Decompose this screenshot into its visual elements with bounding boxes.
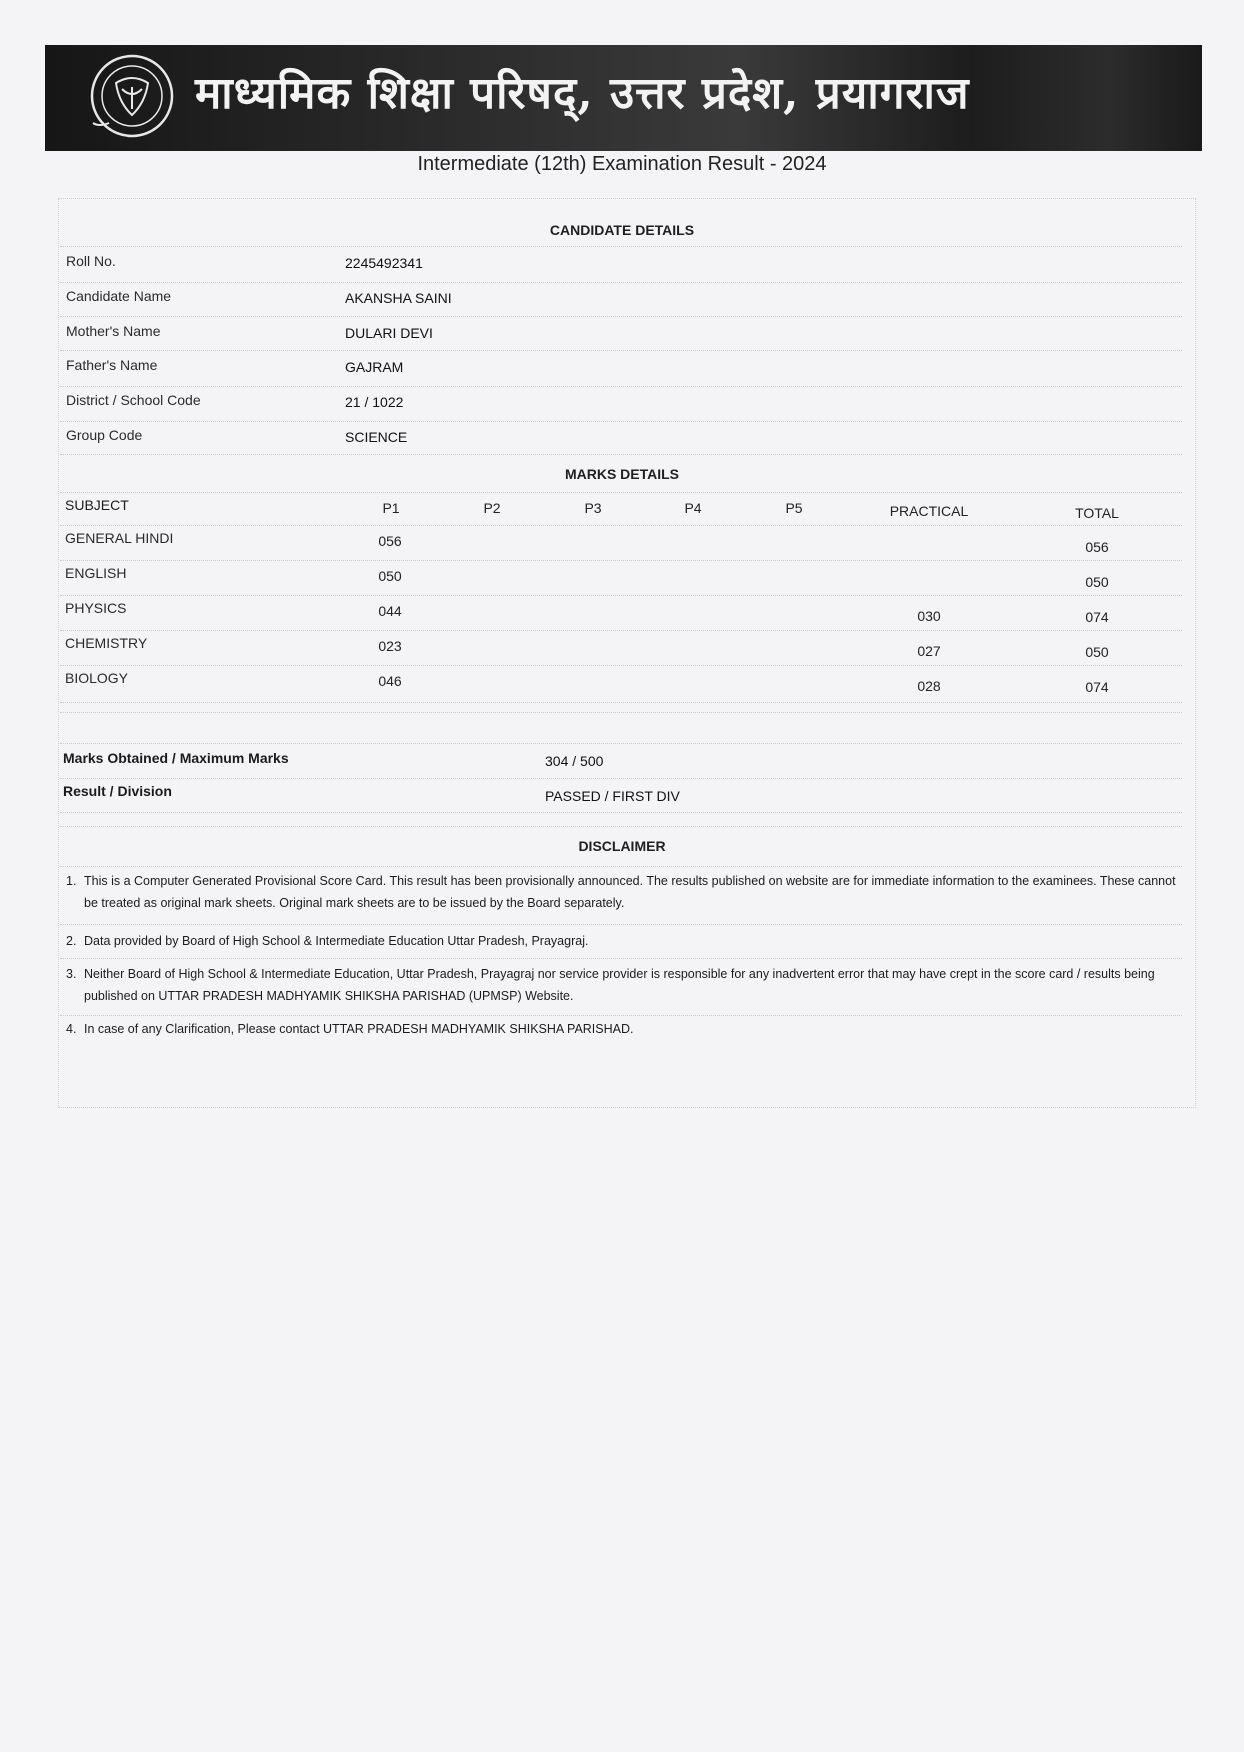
table-cell-p1: 044 [378,603,402,619]
table-cell-practical: 030 [917,608,941,624]
table-cell-total: 050 [1085,644,1109,660]
table-cell-p1: 050 [378,568,402,584]
table-row-subject: CHEMISTRY [65,635,148,651]
row-divider [60,812,1182,813]
row-divider [60,665,1182,666]
column-header-practical: PRACTICAL [889,503,969,519]
table-cell-total: 056 [1085,539,1109,555]
table-cell-p1: 023 [378,638,402,654]
table-cell-practical: 027 [917,643,941,659]
disclaimer-text: This is a Computer Generated Provisional Score Card. This result has been provisionally announced. The results published on website are for immediate information to the examinees. These cannot be treated as original mark sheets. Original mark sheets are to be issued by the Board separately. [84,874,1176,910]
row-divider [60,924,1182,925]
candidate-details-heading: CANDIDATE DETAILS [549,222,695,238]
roll-no-label: Roll No. [66,253,116,269]
disclaimer-item-2 [66,930,1178,954]
district-school-code-value: 21 / 1022 [345,394,404,410]
marks-details-heading: MARKS DETAILS [564,466,680,482]
table-row-subject: ENGLISH [65,565,127,581]
row-divider [60,630,1182,631]
column-header-total: TOTAL [1075,505,1119,521]
row-divider [60,282,1182,283]
table-cell-total: 074 [1085,609,1109,625]
disclaimer-item-1 [66,870,1178,920]
table-row-subject: PHYSICS [65,600,127,616]
column-header-p2: P2 [483,500,501,516]
column-header-p1: P1 [382,500,400,516]
column-header-p4: P4 [684,500,702,516]
row-divider [60,246,1182,247]
father-name-value: GAJRAM [345,359,404,375]
father-name-label: Father's Name [66,357,158,373]
row-divider [60,316,1182,317]
disclaimer-number: 1. [66,874,77,888]
disclaimer-text: Neither Board of High School & Intermediate Education, Uttar Pradesh, Prayagraj nor service provider is responsible for any inadvertent error that may have crept in the score card / results being published on UTTAR PRADESH MADHYAMIK SHIKSHA PARISHAD (UPMSP) Website. [84,967,1155,1003]
row-divider [60,778,1182,779]
exam-title: Intermediate (12th) Examination Result - 2024 [417,153,827,175]
candidate-name-value: AKANSHA SAINI [345,290,452,306]
row-divider [60,525,1182,526]
table-row-subject: GENERAL HINDI [65,530,174,546]
column-header-subject: SUBJECT [65,497,129,513]
disclaimer-heading: DISCLAIMER [578,838,666,854]
row-divider [60,492,1182,493]
row-divider [60,866,1182,867]
row-divider [60,702,1182,703]
column-header-p5: P5 [785,500,803,516]
roll-no-value: 2245492341 [345,255,423,271]
table-cell-total: 074 [1085,679,1109,695]
marks-obtained-label: Marks Obtained / Maximum Marks [63,750,289,766]
mother-name-label: Mother's Name [66,323,161,339]
candidate-name-label: Candidate Name [66,288,172,304]
result-division-value: PASSED / FIRST DIV [545,788,680,804]
disclaimer-text: In case of any Clarification, Please contact UTTAR PRADESH MADHYAMIK SHIKSHA PARISHAD. [84,1022,634,1036]
table-cell-total: 050 [1085,574,1109,590]
group-code-label: Group Code [66,427,143,443]
result-division-label: Result / Division [63,783,172,799]
group-code-value: SCIENCE [345,429,408,445]
table-row-subject: BIOLOGY [65,670,129,686]
row-divider [60,421,1182,422]
up-emblem-icon [89,53,175,139]
row-divider [60,958,1182,959]
row-divider [60,712,1182,713]
table-cell-practical: 028 [917,678,941,694]
district-school-code-label: District / School Code [66,392,201,408]
board-title: माध्यमिक शिक्षा परिषद्, उत्तर प्रदेश, प्रयागराज [195,68,970,119]
disclaimer-number: 2. [66,934,77,948]
row-divider [60,560,1182,561]
row-divider [60,454,1182,455]
row-divider [60,826,1182,827]
row-divider [60,1015,1182,1016]
column-header-p3: P3 [584,500,602,516]
mother-name-value: DULARI DEVI [345,325,433,341]
table-cell-p1: 046 [378,673,402,689]
row-divider [60,743,1182,744]
table-cell-p1: 056 [378,533,402,549]
header-banner [45,45,1202,151]
disclaimer-number: 3. [66,967,77,981]
disclaimer-text: Data provided by Board of High School & Intermediate Education Uttar Pradesh, Prayagraj. [84,934,589,948]
row-divider [60,350,1182,351]
marks-obtained-value: 304 / 500 [545,753,604,769]
disclaimer-item-3 [66,963,1178,1009]
disclaimer-number: 4. [66,1022,77,1036]
row-divider [60,386,1182,387]
row-divider [60,595,1182,596]
disclaimer-item-4 [66,1018,1178,1042]
